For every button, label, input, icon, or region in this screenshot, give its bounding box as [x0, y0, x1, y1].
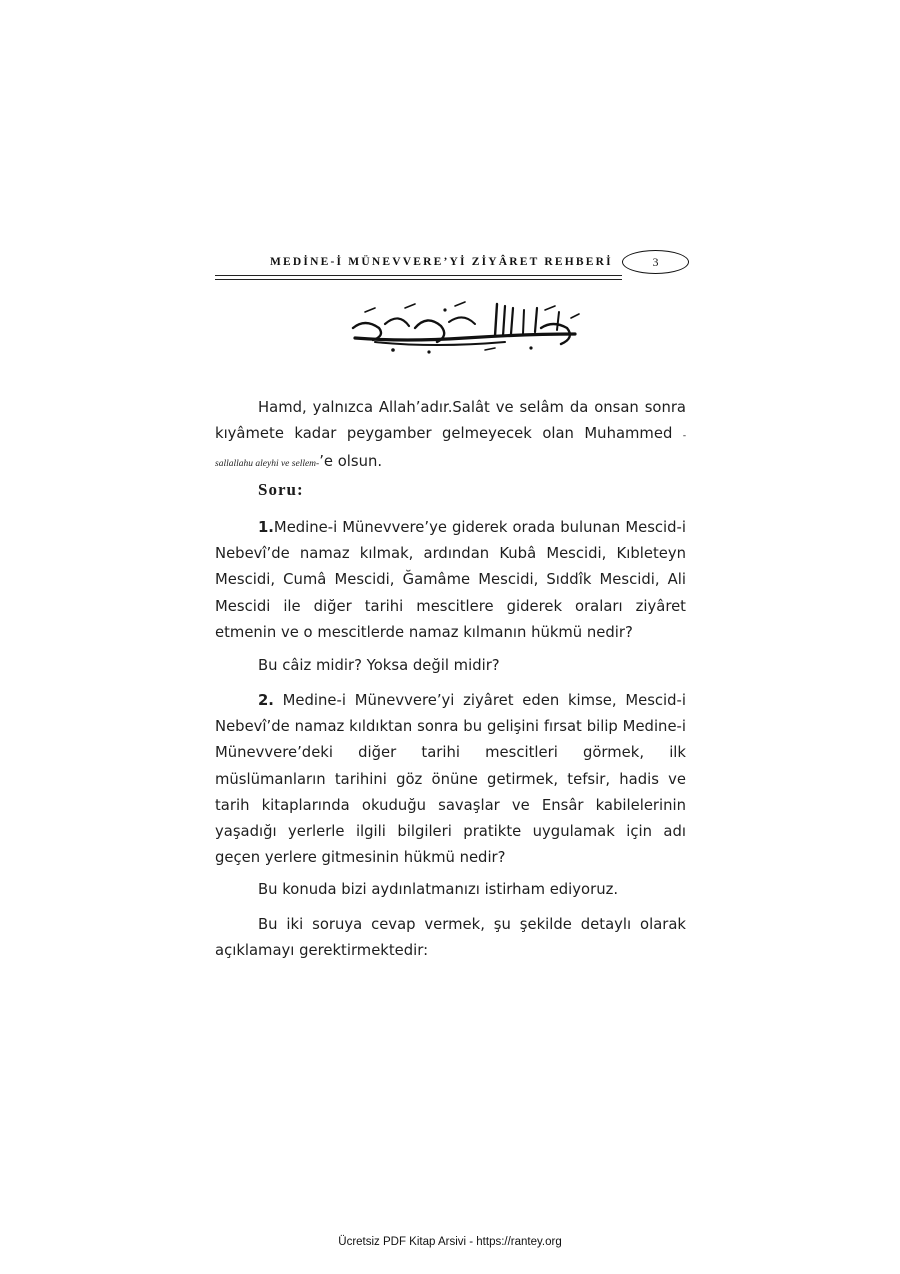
question-1-paragraph: [215, 515, 686, 646]
question-2-text: Medine-i Münevvere’yi ziyâret eden kimse, Mescid-i Nebevî’de namaz kıldıktan sonra bu gelişini fırsat bilip Medine-i Münevvere’deki diğer tarihi mescitleri görmek, ilk müslümanların tarihini göz önüne getirmek, tefsir, hadis ve tarih kitaplarında okuduğu savaşlar ve Ensâr kabilelerinin yaşadığı yerlerle ilgili bilgileri pratikte uygulamak için adı geçen yerlere gitmesinin hükmü nedir?: [215, 692, 686, 867]
footer-link-text: Ücretsiz PDF Kitap Arsivi - https://rantey.org: [338, 1236, 562, 1248]
intro-suffix: ’e olsun.: [319, 453, 383, 471]
question-1-followup: [215, 653, 686, 679]
honorific: -sallallahu aleyhi ve sellem-: [215, 431, 686, 470]
question-1-number: 1.: [258, 519, 274, 536]
closing-text: Bu iki soruya cevap vermek, şu şekilde detaylı olarak açıklamayı gerektirmektedir:: [215, 916, 686, 960]
closing-paragraph: [215, 912, 686, 964]
basmala-calligraphy: [345, 298, 585, 358]
header-title: MEDİNE-İ MÜNEVVERE’Yİ ZİYÂRET REHBERİ: [270, 256, 613, 268]
header-rule-bottom: [215, 279, 622, 280]
followup-text: Bu câiz midir? Yoksa değil midir?: [258, 657, 500, 674]
page-number: 3: [622, 250, 689, 274]
request-text: Bu konuda bizi aydınlatmanızı istirham ediyoruz.: [258, 881, 619, 898]
request-paragraph: [215, 877, 686, 903]
intro-text: Hamd, yalnızca Allah’adır.Salât ve selâm da onsan sonra kıyâmete kadar peygamber gelmeyecek olan Muhammed: [215, 399, 686, 443]
header-rule-top: [215, 275, 622, 276]
question-1-text: Medine-i Münevvere’ye giderek orada bulunan Mescid-i Nebevî’de namaz kılmak, ardından Kubâ Mescidi, Kıbleteyn Mescidi, Cumâ Mescidi, Ğamâme Mescidi, Sıddîk Mescidi, Ali Mescidi ile diğer tarihi mescitlere giderek oraları ziyâret etmenin ve o mescitlerde namaz kılmanın hükmü nedir?: [215, 519, 686, 641]
question-2-paragraph: [215, 688, 686, 871]
question-heading: Soru:: [258, 480, 304, 499]
intro-paragraph: [215, 395, 686, 478]
question-2-number: 2.: [258, 692, 274, 709]
